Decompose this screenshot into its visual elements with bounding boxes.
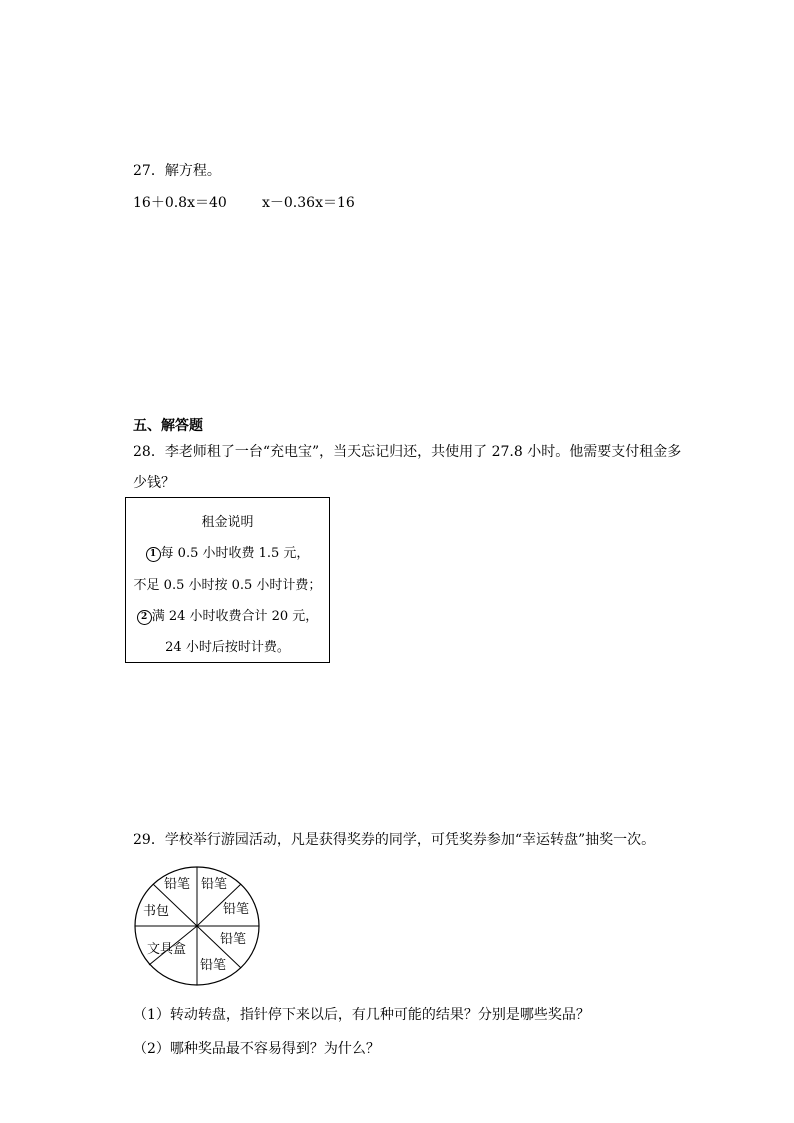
circled-number-2: 2 bbox=[137, 610, 152, 625]
prize-wheel bbox=[134, 866, 260, 986]
q28-text-line-1: 28．李老师租了一台“充电宝”，当天忘记归还，共使用了 27.8 小时。他需要支付租金多 bbox=[133, 444, 682, 460]
circled-number-1: 1 bbox=[146, 547, 161, 562]
q27-equation-2: x－0.36x＝16 bbox=[262, 195, 355, 211]
q27-title: 27．解方程。 bbox=[133, 163, 221, 179]
rent-notice-title: 租金说明 bbox=[201, 515, 254, 530]
wheel-label-pencil: 铅笔 bbox=[223, 902, 250, 917]
rent-rule-2-continued: 24 小时后按时计费。 bbox=[165, 640, 290, 655]
q27-equation-1: 16＋0.8x＝40 bbox=[133, 195, 227, 211]
q29-subquestion-1: （1）转动转盘，指针停下来以后，有几种可能的结果？分别是哪些奖品？ bbox=[133, 1007, 590, 1023]
q29-intro: 29．学校举行游园活动，凡是获得奖券的同学，可凭奖券参加“幸运转盘”抽奖一次。 bbox=[133, 832, 656, 848]
rent-rule-1-text: 每 0.5 小时收费 1.5 元， bbox=[160, 546, 310, 561]
wheel-label-pencil: 铅笔 bbox=[200, 958, 227, 973]
rent-notice-box bbox=[125, 497, 330, 663]
wheel-label-pencil-box: 文具盒 bbox=[147, 942, 187, 957]
q28-text-line-2: 少钱？ bbox=[133, 475, 175, 491]
rent-rule-2 bbox=[126, 605, 329, 625]
wheel-label-pencil: 铅笔 bbox=[220, 932, 247, 947]
rent-rule-2-text: 满 24 小时收费合计 20 元， bbox=[151, 609, 319, 624]
wheel-label-pencil: 铅笔 bbox=[201, 877, 228, 892]
wheel-label-schoolbag: 书包 bbox=[143, 904, 170, 919]
q29-subquestion-2: （2）哪种奖品最不容易得到？为什么？ bbox=[133, 1041, 380, 1057]
rent-rule-1 bbox=[126, 542, 329, 562]
wheel-label-pencil: 铅笔 bbox=[164, 877, 191, 892]
rent-rule-1-continued: 不足 0.5 小时按 0.5 小时计费； bbox=[133, 578, 322, 593]
section-heading: 五、解答题 bbox=[133, 418, 203, 434]
